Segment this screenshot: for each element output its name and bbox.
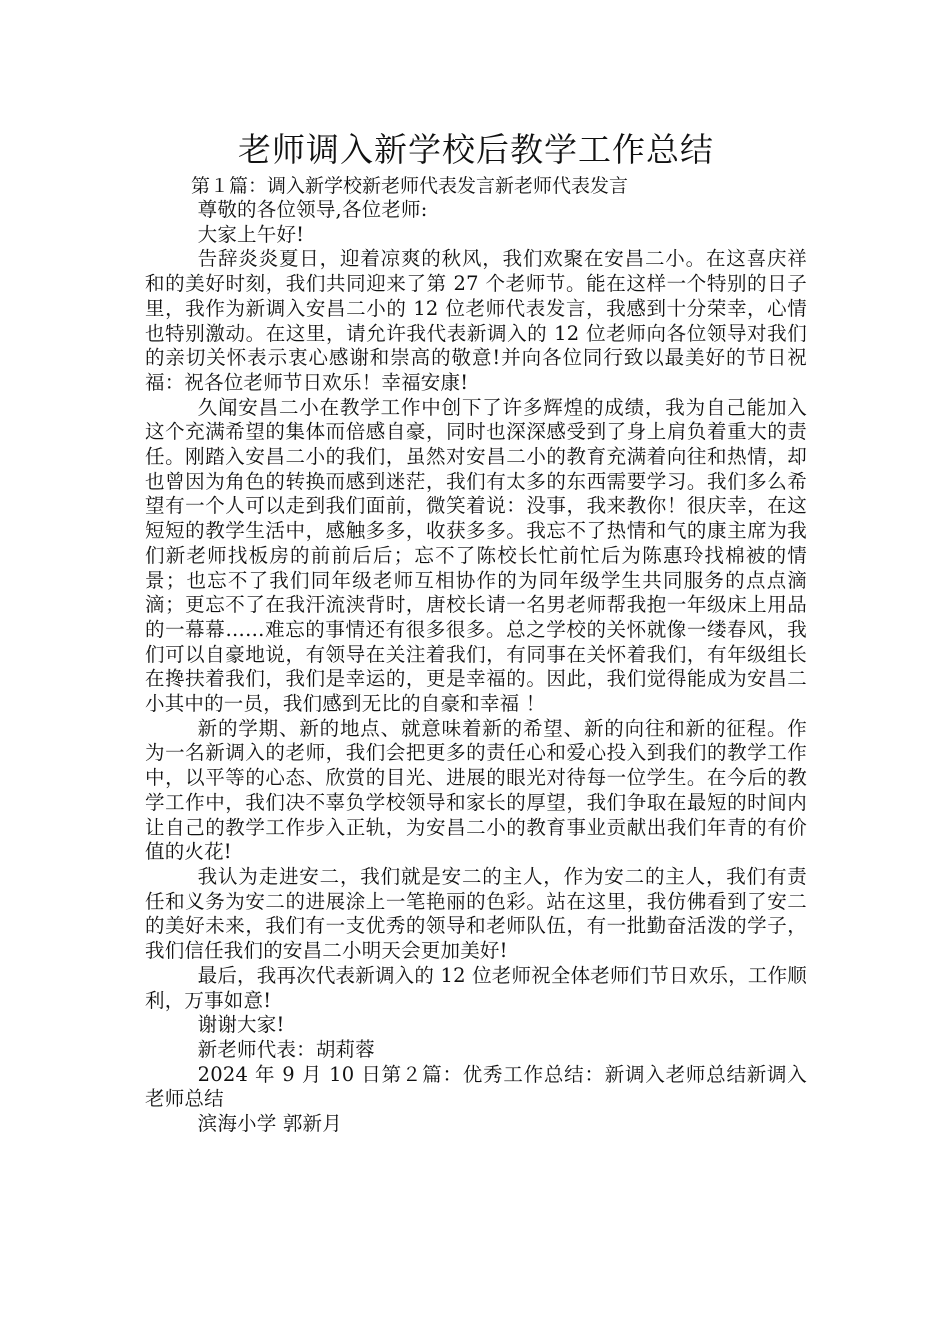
paragraph-ownership: 我认为走进安二，我们就是安二的主人，作为安二的主人，我们有责任和义务为安二的进展涂上一笔艳丽的色彩。站在这里，我仿佛看到了安二的美好未来，我们有一支优秀的领导和老师队伍，有一批勤奋活泼的学子，我们信任我们的安昌二小明天会更加美好! (145, 864, 807, 963)
paragraph-new-term: 新的学期、新的地点、就意味着新的希望、新的向往和新的征程。作为一名新调入的老师，我们会把更多的责任心和爱心投入到我们的教学工作中，以平等的心态、欣赏的目光、进展的眼光对待每一位学生。在今后的教学工作中，我们决不辜负学校领导和家长的厚望，我们争取在最短的时间内让自己的教学工作步入正轨，为安昌二小的教育事业贡献出我们年青的有价值的火花! (145, 716, 807, 864)
paragraph-opening: 告辞炎炎夏日，迎着凉爽的秋风，我们欢聚在安昌二小。在这喜庆祥和的美好时刻，我们共同迎来了第 27 个老师节。能在这样一个特别的日子里，我作为新调入安昌二小的 12 位老师代表发言，我感到十分荣幸，心情也特别激动。在这里，请允许我代表新调入的 12 位老师向各位领导对我们的亲切关怀表示衷心感谢和崇高的敬意!并向各位同行致以最美好的节日祝福：祝各位老师节日欢乐！幸福安康! (145, 247, 807, 394)
school-line: 滨海小学 郭新月 (197, 1112, 342, 1136)
document-title: 老师调入新学校后教学工作总结 (238, 130, 714, 169)
article-subtitle: 第１篇：调入新学校新老师代表发言新老师代表发言 (191, 175, 629, 197)
thanks-line: 谢谢大家! (197, 1013, 285, 1037)
paragraph-experience: 久闻安昌二小在教学工作中创下了许多辉煌的成绩，我为自己能加入这个充满希望的集体而倍感自豪，同时也深深感受到了身上肩负着重大的责任。刚踏入安昌二小的我们，虽然对安昌二小的教育充满着向往和热情，却也曾因为角色的转换而感到迷茫，我们有太多的东西需要学习。我们多么希望有一个人可以走到我们面前，微笑着说：没事，我来教你！很庆幸，在这短短的教学生活中，感触多多，收获多多。我忘不了热情和气的康主席为我们新老师找板房的前前后后；忘不了陈校长忙前忙后为陈惠玲找棉被的情景；也忘不了我们同年级老师互相协作的为同年级学生共同服务的点点滴滴；更忘不了在我汗流浃背时，唐校长请一名男老师帮我抱一年级床上用品的一幕幕……难忘的事情还有很多很多。总之学校的关怀就像一缕春风，我们可以自豪地说，有领导在关注着我们，有同事在关怀着我们，有年级组长在搀扶着我们，我们是幸运的，更是幸福的。因此，我们觉得能成为安昌二小其中的一员，我们感到无比的自豪和幸福 ！ (145, 395, 807, 716)
date-line: 2024 年 9 月 10 日第２篇：优秀工作总结：新调入老师总结新调入老师总结 (145, 1062, 807, 1111)
document-page (145, 128, 807, 1137)
salutation: 尊敬的各位领导,各位老师: (197, 198, 428, 221)
signature-line: 新老师代表：胡莉蓉 (197, 1037, 375, 1061)
paragraph-closing: 最后，我再次代表新调入的 12 位老师祝全体老师们节日欢乐，工作顺利，万事如意! (145, 963, 807, 1012)
greeting: 大家上午好! (197, 222, 305, 246)
